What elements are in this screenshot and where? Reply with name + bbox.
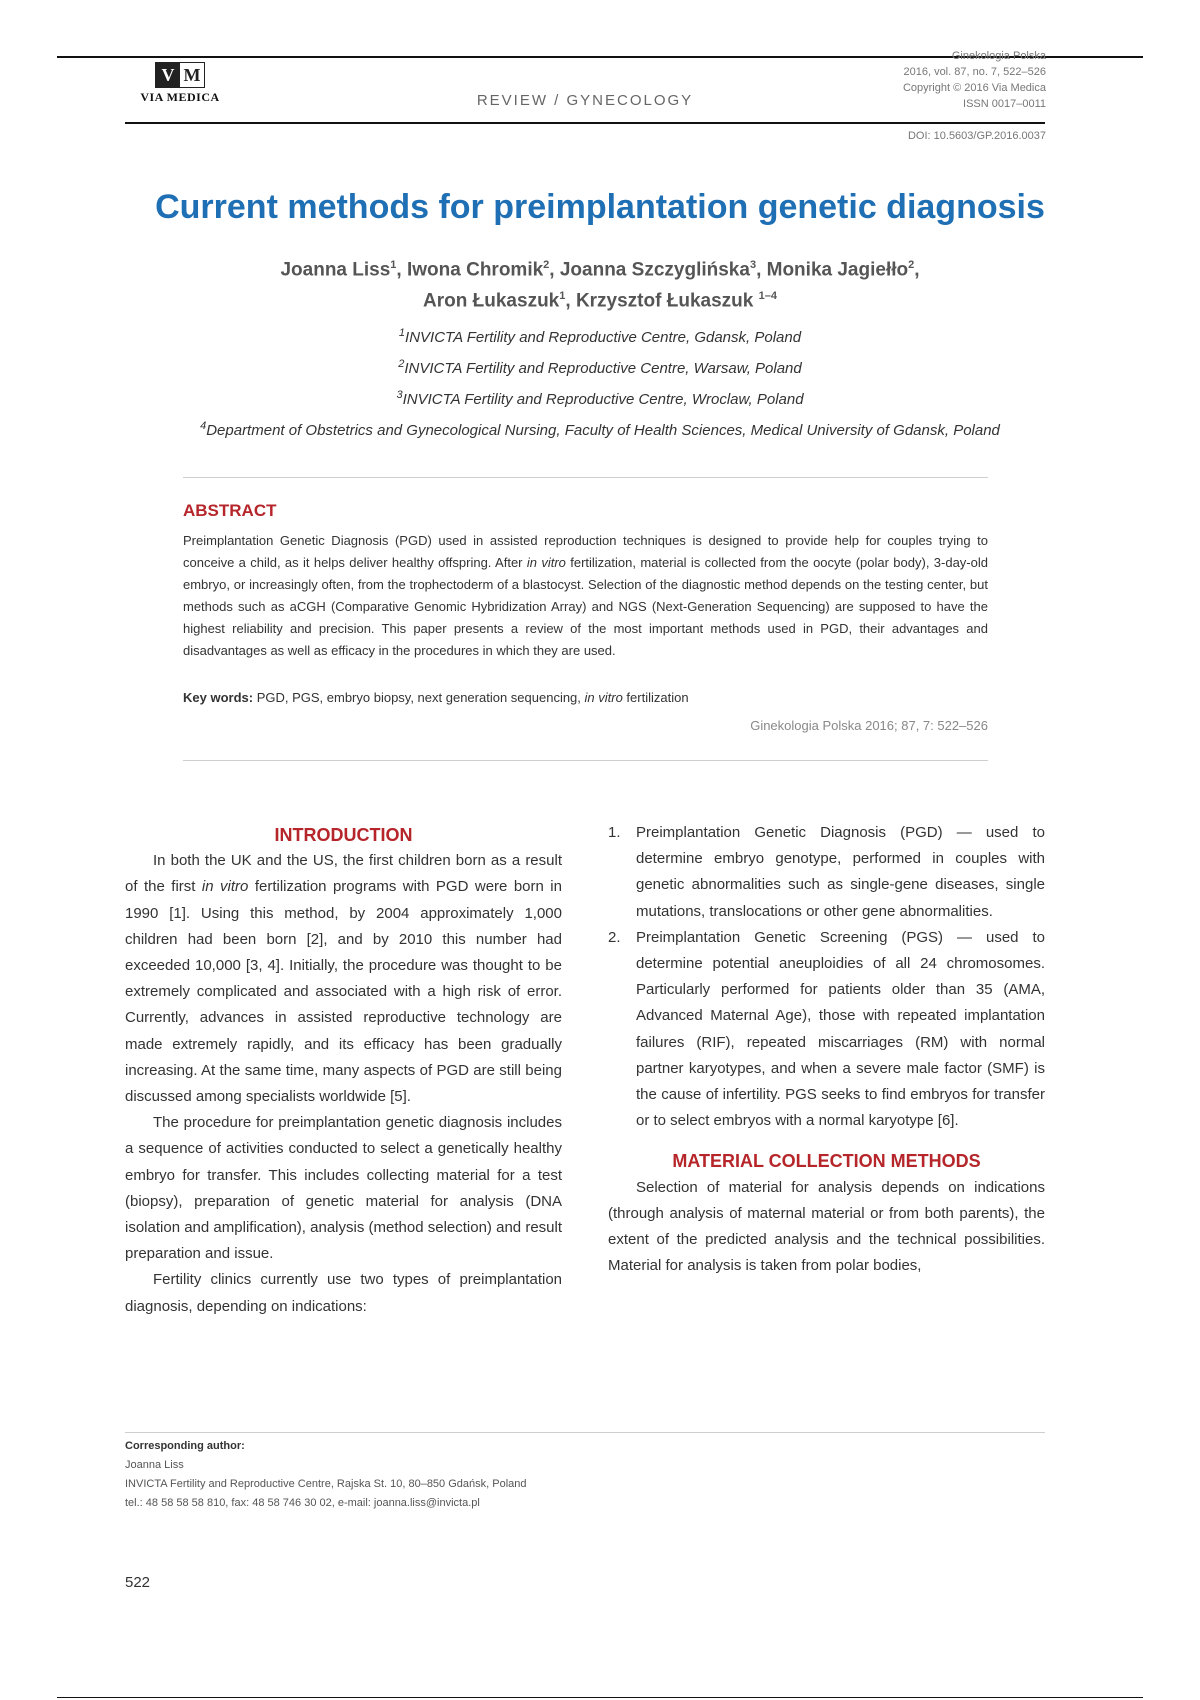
left-column bbox=[125, 822, 562, 1320]
author-affiliation: 1–4 bbox=[758, 290, 777, 303]
corresponding-label: Corresponding author: bbox=[125, 1440, 245, 1452]
abstract-italic: in vitro bbox=[526, 555, 566, 570]
affiliation-number: 1 bbox=[398, 327, 406, 339]
section-label: REVIEW / GYNECOLOGY bbox=[476, 92, 694, 109]
journal-name: Ginekologia Polska bbox=[951, 50, 1046, 62]
intro-paragraph-2: The procedure for preimplantation genetic diagnosis includes a sequence of activities conducted to select a genetically healthy embryo for transfer. This includes collecting material for a test (biopsy), preparation of genetic material for analysis (DNA isolation and amplification), analysis (method selection) and result preparation and issue. bbox=[125, 1114, 562, 1263]
list-number: 1. bbox=[608, 824, 621, 841]
keywords-text: PGD, PGS, embryo biopsy, next generation sequencing, bbox=[253, 690, 585, 705]
intro-text: In both the UK and the US, the first children born as a result of the first bbox=[125, 852, 562, 896]
author-name: Krzysztof Łukaszuk bbox=[575, 290, 754, 312]
author-affiliation: 1 bbox=[390, 259, 397, 271]
author-name: Iwona Chromik bbox=[406, 259, 544, 281]
affiliation-text: INVICTA Fertility and Reproductive Centre, Warsaw, Poland bbox=[404, 360, 802, 377]
abstract-text-part: fertilization, material is collected from the oocyte (polar body), 3-day-old embryo, or increasingly often, from the trophectoderm of a blastocyst. Selection of the diagnostic method depends on the testing center, but methods such as aCGH (Comparative Genomic Hybridization Array) and NGS (Next-Generation Sequencing) are supposed to have the highest reliability and precision. This paper presents a review of the most important methods used in PGD, their advantages and disadvantages as well as efficacy in the procedures in which they are used. bbox=[183, 555, 988, 658]
abstract-text bbox=[183, 530, 988, 662]
diagnosis-type-list bbox=[608, 820, 1045, 1134]
author-line-1: Joanna Liss$^1$, Iwona Chromik$^2$, Joanna Szczyglińska$^3$, Monika Jagiełło$^2$, bbox=[280, 259, 920, 281]
intro-paragraph-1 bbox=[125, 848, 562, 1110]
list-item bbox=[608, 925, 1045, 1135]
journal-volume: 2016, vol. 87, no. 7, 522–526 bbox=[903, 66, 1046, 78]
list-item bbox=[608, 820, 1045, 925]
journal-copyright: Copyright © 2016 Via Medica bbox=[902, 82, 1046, 94]
list-text: Preimplantation Genetic Screening (PGS) — used to determine potential aneuploidies of all 24 chromosomes. Particularly performed for patients older than 35 (AMA, Advanced Maternal Age), those with repeated implantation failures (RIF), repeated miscarriages (RM) with normal partner karyotypes, and when a severe male factor (SMF) is the cause of infertility. PGS seeks to find embryos for transfer or to select embryos with a normal karyotype [6]. bbox=[636, 928, 1045, 1130]
footer-rule bbox=[125, 1432, 1045, 1433]
affiliation-number: 4 bbox=[200, 420, 207, 432]
introduction-heading: INTRODUCTION bbox=[274, 825, 413, 845]
affiliation-item bbox=[60, 382, 1140, 413]
author-affiliation: 2 bbox=[908, 259, 915, 271]
abstract-text-part: Preimplantation Genetic Diagnosis (PGD) used in assisted reproduction techniques is designed to provide help for couples trying to conceive a child, as it helps deliver healthy offspring. After bbox=[183, 533, 988, 570]
corresponding-author bbox=[125, 1437, 527, 1513]
abstract-heading: ABSTRACT bbox=[183, 501, 277, 520]
keywords bbox=[183, 690, 988, 705]
logo-mark bbox=[155, 62, 205, 88]
author-name: Joanna Szczyglińska bbox=[559, 259, 750, 281]
affiliation-text: INVICTA Fertility and Reproductive Centre, Wroclaw, Poland bbox=[402, 391, 804, 408]
affiliation-item bbox=[60, 413, 1140, 444]
page-number: 522 bbox=[125, 1574, 151, 1591]
affiliation-number: 2 bbox=[398, 358, 405, 370]
journal-issn: ISSN 0017–0011 bbox=[963, 98, 1046, 110]
corresponding-contact: tel.: 48 58 58 58 810, fax: 48 58 746 30 02, e-mail: joanna.liss@invicta.pl bbox=[125, 1497, 480, 1509]
affiliation-number: 3 bbox=[396, 389, 403, 401]
corresponding-name: Joanna Liss bbox=[125, 1459, 184, 1471]
author-affiliation: 2 bbox=[543, 259, 550, 271]
journal-info bbox=[903, 48, 1046, 112]
logo-letter-v: V bbox=[156, 63, 180, 87]
list-number: 2. bbox=[608, 928, 621, 946]
keywords-label: Key words: bbox=[183, 690, 254, 705]
publisher-name: VIA MEDICA bbox=[140, 90, 220, 104]
intro-paragraph-3: Fertility clinics currently use two types of preimplantation diagnosis, depending on indications: bbox=[125, 1271, 562, 1315]
article-title: Current methods for preimplantation genetic diagnosis bbox=[155, 188, 1045, 226]
author-affiliation: 1 bbox=[559, 290, 566, 303]
author-list bbox=[60, 252, 1140, 315]
right-column bbox=[608, 820, 1045, 1279]
corresponding-address: INVICTA Fertility and Reproductive Centre, Rajska St. 10, 80–850 Gdańsk, Poland bbox=[125, 1478, 527, 1490]
author-name: Monika Jagiełło bbox=[766, 259, 909, 281]
materials-paragraph-1: Selection of material for analysis depends on indications (through analysis of maternal material or from both parents), the extent of the predicted analysis and the technical possibilities. Material for analysis is taken from polar bodies, bbox=[608, 1178, 1045, 1275]
list-text: Preimplantation Genetic Diagnosis (PGD) — used to determine embryo genotype, performed in couples with genetic abnormalities such as single-gene diseases, single mutations, translocations or other gene abnormalities. bbox=[636, 824, 1045, 920]
author-line-2: Aron Łukaszuk$^1$, Krzysztof Łukaszuk $^{1-4}$ bbox=[423, 290, 777, 312]
author-name: Aron Łukaszuk bbox=[423, 290, 560, 312]
intro-italic: in vitro bbox=[201, 878, 249, 896]
header-rule bbox=[125, 122, 1045, 124]
intro-text: fertilization programs with PGD were born in 1990 [1]. Using this method, by 2004 approximately 1,000 children had been born [2], and by 2010 this number had exceeded 10,000 [3, 4]. Initially, the procedure was thought to be extremely complicated and associated with a high risk of error. Currently, advances in assisted reproductive technology are made extremely rapidly, and its efficacy has been gradually increasing. At the same time, many aspects of PGD are still being discussed among specialists worldwide [5]. bbox=[125, 878, 562, 1106]
material-methods-heading: MATERIAL COLLECTION METHODS bbox=[672, 1151, 981, 1172]
keywords-italic: in vitro bbox=[584, 690, 623, 705]
abstract-top-rule bbox=[183, 477, 988, 478]
affiliations bbox=[60, 320, 1140, 444]
affiliation-item bbox=[60, 351, 1140, 382]
logo-letter-m: M bbox=[180, 63, 204, 87]
citation: Ginekologia Polska 2016; 87, 7: 522–526 bbox=[750, 718, 988, 733]
author-affiliation: 3 bbox=[749, 259, 757, 271]
abstract-bottom-rule bbox=[183, 760, 988, 761]
keywords-end: fertilization bbox=[622, 690, 689, 705]
bottom-rule bbox=[57, 1697, 1143, 1698]
affiliation-text: Department of Obstetrics and Gynecological Nursing, Faculty of Health Sciences, Medical University of Gdansk, Poland bbox=[206, 422, 1000, 439]
publisher-logo bbox=[125, 62, 235, 105]
doi: DOI: 10.5603/GP.2016.0037 bbox=[907, 130, 1046, 142]
author-name: Joanna Liss bbox=[280, 259, 391, 281]
affiliation-text: INVICTA Fertility and Reproductive Centre, Gdansk, Poland bbox=[405, 329, 802, 346]
affiliation-item bbox=[60, 320, 1140, 351]
